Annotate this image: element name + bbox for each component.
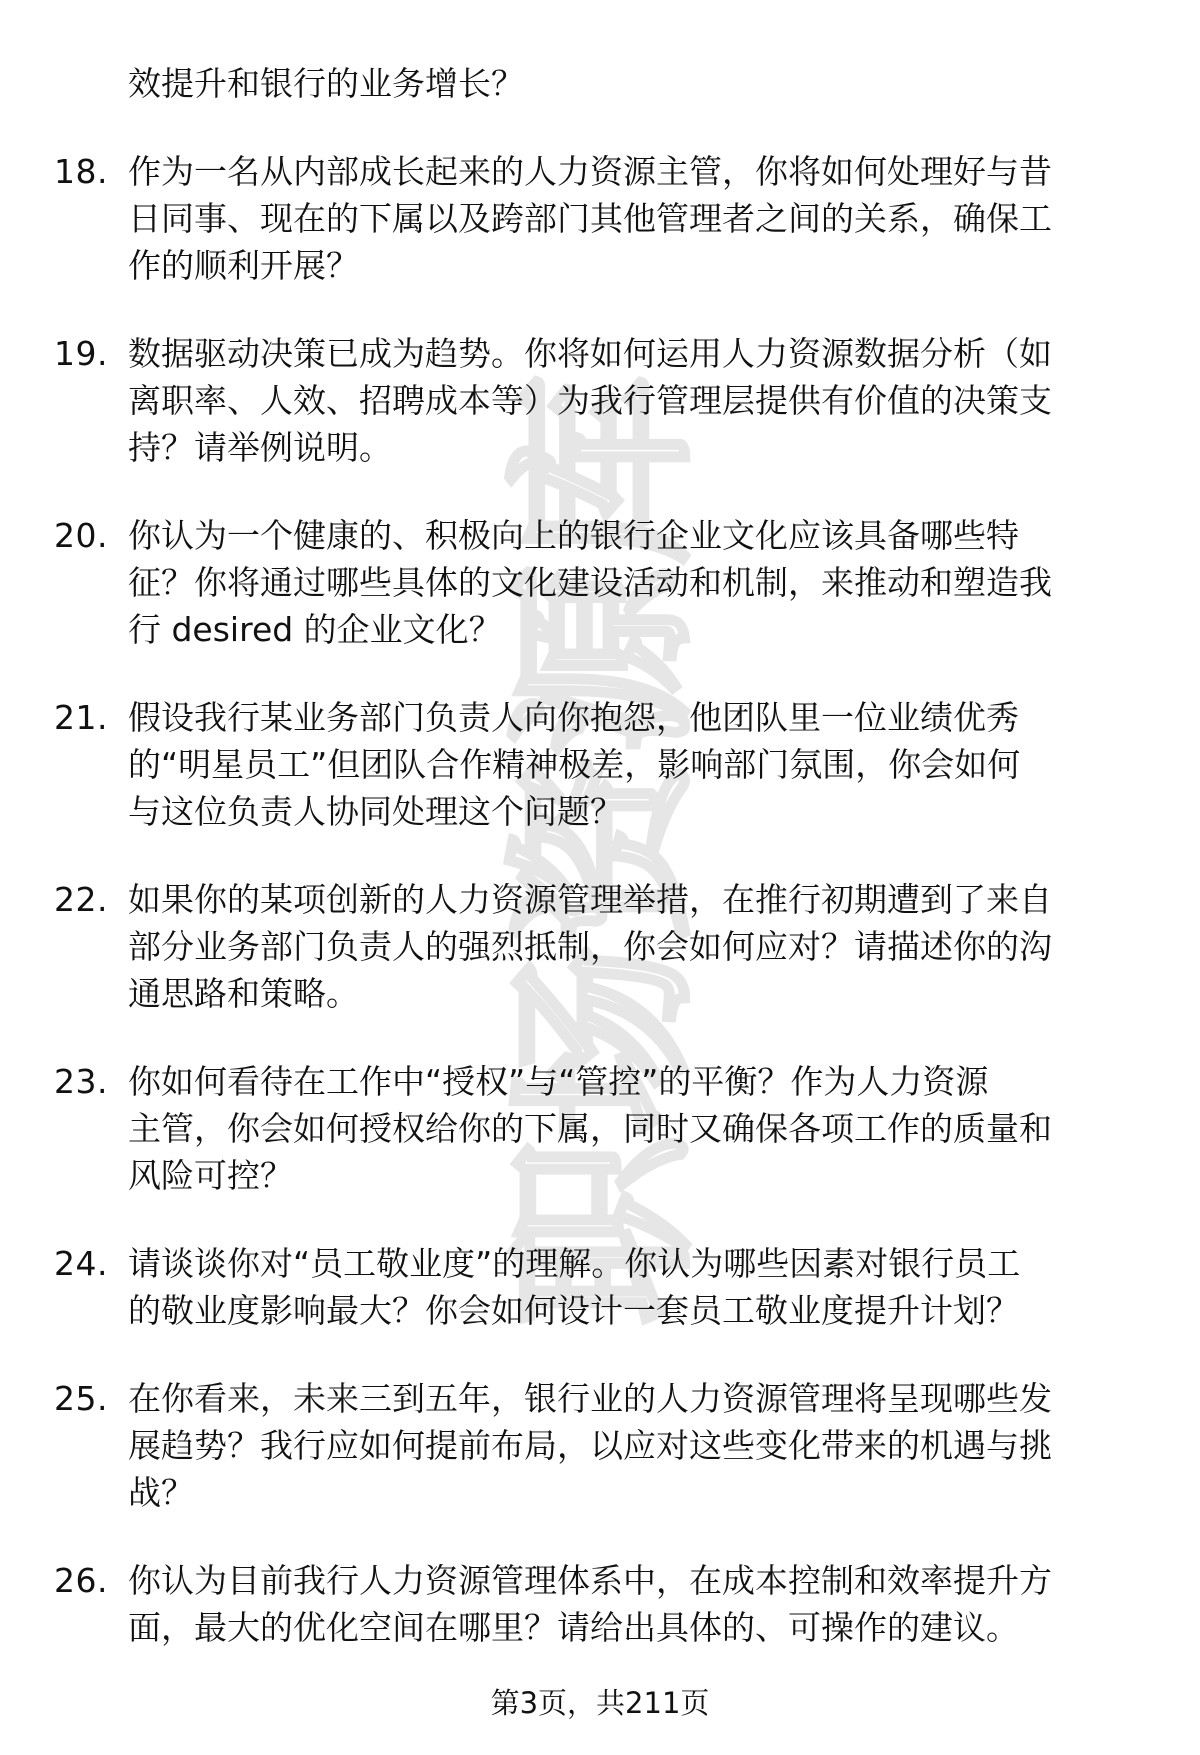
question-text: 在你看来，未来三到五年，银行业的人力资源管理将呈现哪些发 展趋势？我行应如何提前布局，以应对这些变化带来的机遇与挑 战？ [128, 1379, 1052, 1512]
question-number: 26. [54, 1561, 108, 1600]
question-number: 25. [54, 1379, 108, 1418]
question-item-21 [54, 694, 1144, 835]
question-item-24 [54, 1240, 1144, 1334]
page-footer [0, 1683, 1200, 1723]
continuation-text: 效提升和银行的业务增长？ [128, 64, 524, 103]
question-number: 20. [54, 516, 108, 555]
question-item-18 [54, 148, 1144, 289]
question-number: 19. [54, 334, 108, 373]
question-number: 24. [54, 1244, 108, 1283]
question-item-26 [54, 1557, 1144, 1651]
question-number: 23. [54, 1062, 108, 1101]
question-number: 22. [54, 880, 108, 919]
question-number: 21. [54, 698, 108, 737]
watermark-text: 职场资源库 [499, 374, 711, 1326]
question-item-22 [54, 876, 1144, 1017]
question-item-20 [54, 512, 1144, 653]
question-item-23 [54, 1058, 1144, 1199]
question-text: 假设我行某业务部门负责人向你抱怨，他团队里一位业绩优秀 的“明星员工”但团队合作精神极差，影响部门氛围，你会如何 与这位负责人协同处理这个问题？ [128, 698, 1021, 831]
question-item-19 [54, 330, 1144, 471]
question-list [54, 60, 1144, 1651]
page-number-label: 第3页，共211页 [490, 1686, 710, 1720]
question-number: 18. [54, 152, 108, 191]
question-text: 数据驱动决策已成为趋势。你将如何运用人力资源数据分析（如 离职率、人效、招聘成本等）为我行管理层提供有价值的决策支 持？请举例说明。 [128, 334, 1052, 467]
question-item-25 [54, 1375, 1144, 1516]
question-text: 如果你的某项创新的人力资源管理举措，在推行初期遭到了来自 部分业务部门负责人的强烈抵制，你会如何应对？请描述你的沟 通思路和策略。 [128, 880, 1052, 1013]
question-text: 你认为目前我行人力资源管理体系中，在成本控制和效率提升方 面，最大的优化空间在哪里？请给出具体的、可操作的建议。 [128, 1561, 1052, 1647]
question-text: 作为一名从内部成长起来的人力资源主管，你将如何处理好与昔 日同事、现在的下属以及跨部门其他管理者之间的关系，确保工 作的顺利开展？ [128, 152, 1052, 285]
question-text: 你认为一个健康的、积极向上的银行企业文化应该具备哪些特 征？你将通过哪些具体的文化建设活动和机制，来推动和塑造我 行 desired 的企业文化？ [128, 516, 1052, 649]
question-text: 你如何看待在工作中“授权”与“管控”的平衡？作为人力资源 主管，你会如何授权给你的下属，同时又确保各项工作的质量和 风险可控？ [128, 1062, 1052, 1195]
question-text: 请谈谈你对“员工敬业度”的理解。你认为哪些因素对银行员工 的敬业度影响最大？你会如何设计一套员工敬业度提升计划？ [128, 1244, 1021, 1330]
